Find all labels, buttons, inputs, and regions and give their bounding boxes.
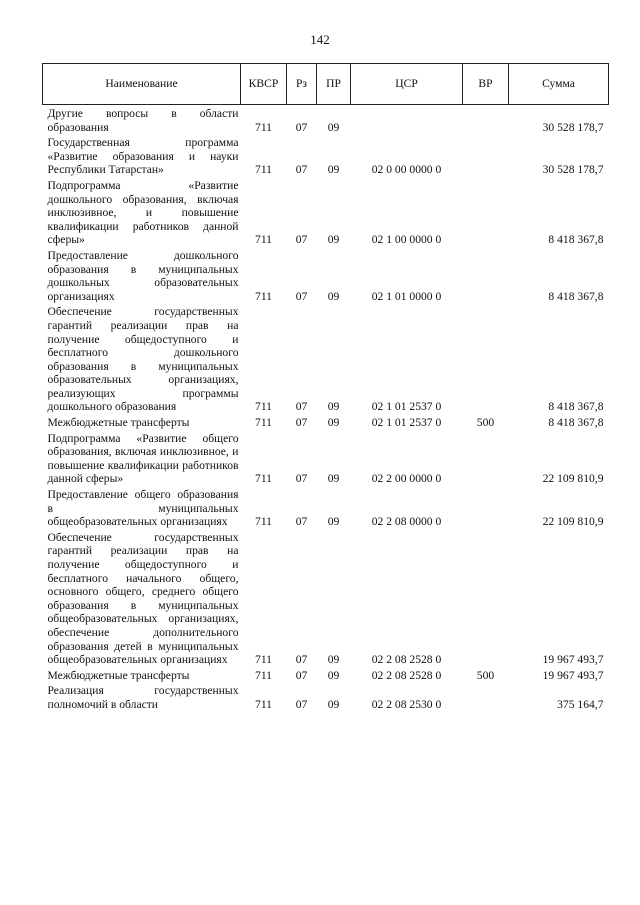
row-kvsr: 711	[255, 668, 272, 682]
table-row	[43, 682, 609, 711]
row-kvsr: 711	[255, 472, 272, 486]
row-sum: 19 967 493,7	[542, 653, 604, 667]
row-kvsr: 711	[255, 515, 272, 529]
table-row	[43, 486, 609, 529]
row-kvsr: 711	[255, 163, 272, 177]
row-rz: 07	[295, 233, 308, 247]
row-pr: 09	[327, 472, 340, 486]
header-vr: ВР	[463, 64, 509, 105]
table-row	[43, 247, 609, 303]
header-kvsr: КВСР	[241, 64, 287, 105]
row-name: Реализация государственных полномочий в области	[47, 684, 239, 711]
row-pr: 09	[327, 289, 340, 303]
row-name: Государственная программа «Развитие образования и науки Республики Татарстан»	[47, 136, 239, 177]
table-row	[43, 529, 609, 667]
row-sum: 30 528 178,7	[542, 120, 604, 134]
header-pr: ПР	[317, 64, 351, 105]
row-kvsr: 711	[255, 416, 272, 430]
row-vr: 500	[476, 416, 495, 430]
row-rz: 07	[295, 697, 308, 711]
row-name: Предоставление дошкольного образования в муниципальных дошкольных образовательных организациях	[47, 248, 239, 303]
table-row	[43, 667, 609, 683]
row-sum: 8 418 367,8	[548, 416, 604, 430]
row-csr	[351, 105, 463, 135]
row-csr: 02 1 01 2537 0	[371, 416, 442, 430]
row-vr: 500	[476, 668, 495, 682]
row-pr: 09	[327, 697, 340, 711]
row-csr: 02 2 08 2528 0	[371, 653, 442, 667]
row-pr: 09	[327, 515, 340, 529]
row-vr	[463, 486, 509, 529]
row-kvsr: 711	[255, 289, 272, 303]
row-csr: 02 2 08 0000 0	[371, 515, 442, 529]
row-sum: 30 528 178,7	[542, 163, 604, 177]
budget-table	[42, 63, 609, 712]
row-vr	[463, 682, 509, 711]
row-name: Обеспечение государственных гарантий реализации прав на получение общедоступного и бесплатного начального общего, основного общего, среднего общего образования в муниципальных общеобразовательных организациях, обеспечение дополнительного образования детей в муниципальных общеобразовательных организациях	[47, 530, 239, 667]
row-csr: 02 2 08 2530 0	[371, 697, 442, 711]
header-sum: Сумма	[509, 64, 609, 105]
table-row	[43, 105, 609, 135]
row-vr	[463, 303, 509, 414]
row-csr: 02 2 00 0000 0	[371, 472, 442, 486]
row-csr: 02 1 01 2537 0	[371, 400, 442, 414]
table-header-row	[43, 64, 609, 105]
row-csr: 02 2 08 2528 0	[371, 668, 442, 682]
row-rz: 07	[295, 472, 308, 486]
row-pr: 09	[327, 653, 340, 667]
row-rz: 07	[295, 163, 308, 177]
row-vr	[463, 177, 509, 247]
row-sum: 8 418 367,8	[548, 233, 604, 247]
row-csr: 02 1 01 0000 0	[371, 289, 442, 303]
row-vr	[463, 247, 509, 303]
page-number: 142	[310, 32, 330, 47]
row-sum: 8 418 367,8	[548, 289, 604, 303]
row-name: Другие вопросы в области образования	[47, 107, 239, 134]
header-csr: ЦСР	[351, 64, 463, 105]
row-name: Межбюджетные трансферты	[47, 668, 190, 682]
row-rz: 07	[295, 120, 308, 134]
row-kvsr: 711	[255, 697, 272, 711]
row-kvsr: 711	[255, 120, 272, 134]
table-row	[43, 430, 609, 486]
row-name: Подпрограмма «Развитие общего образования, включая инклюзивное, и повышение квалификации работников данной сферы»	[47, 431, 239, 486]
row-rz: 07	[295, 416, 308, 430]
row-rz: 07	[295, 289, 308, 303]
table-row	[43, 134, 609, 177]
row-pr: 09	[327, 233, 340, 247]
row-pr: 09	[327, 668, 340, 682]
row-name: Предоставление общего образования в муниципальных общеобразовательных организациях	[47, 488, 239, 529]
row-sum: 19 967 493,7	[542, 668, 604, 682]
row-csr: 02 0 00 0000 0	[371, 163, 442, 177]
row-pr: 09	[327, 120, 340, 134]
row-sum: 8 418 367,8	[548, 400, 604, 414]
row-name: Подпрограмма «Развитие дошкольного образования, включая инклюзивное, и повышение квалификации работников данной сферы»	[47, 178, 239, 247]
row-sum: 22 109 810,9	[542, 515, 604, 529]
row-sum: 22 109 810,9	[542, 472, 604, 486]
row-rz: 07	[295, 653, 308, 667]
row-vr	[463, 430, 509, 486]
row-name: Межбюджетные трансферты	[47, 416, 190, 430]
row-name: Обеспечение государственных гарантий реализации прав на получение общедоступного и бесплатного дошкольного образования в муниципальных образовательных организациях, реализующих программы дошкольного образования	[47, 305, 239, 414]
row-csr: 02 1 00 0000 0	[371, 233, 442, 247]
row-pr: 09	[327, 163, 340, 177]
row-rz: 07	[295, 515, 308, 529]
row-pr: 09	[327, 416, 340, 430]
row-rz: 07	[295, 400, 308, 414]
header-rz: Рз	[287, 64, 317, 105]
table-row	[43, 177, 609, 247]
table-row	[43, 414, 609, 430]
row-pr: 09	[327, 400, 340, 414]
row-vr	[463, 105, 509, 135]
row-vr	[463, 134, 509, 177]
row-kvsr: 711	[255, 233, 272, 247]
table-row	[43, 303, 609, 414]
row-kvsr: 711	[255, 653, 272, 667]
row-rz: 07	[295, 668, 308, 682]
row-vr	[463, 529, 509, 667]
row-sum: 375 164,7	[557, 697, 604, 711]
row-kvsr: 711	[255, 400, 272, 414]
header-name: Наименование	[43, 64, 241, 105]
